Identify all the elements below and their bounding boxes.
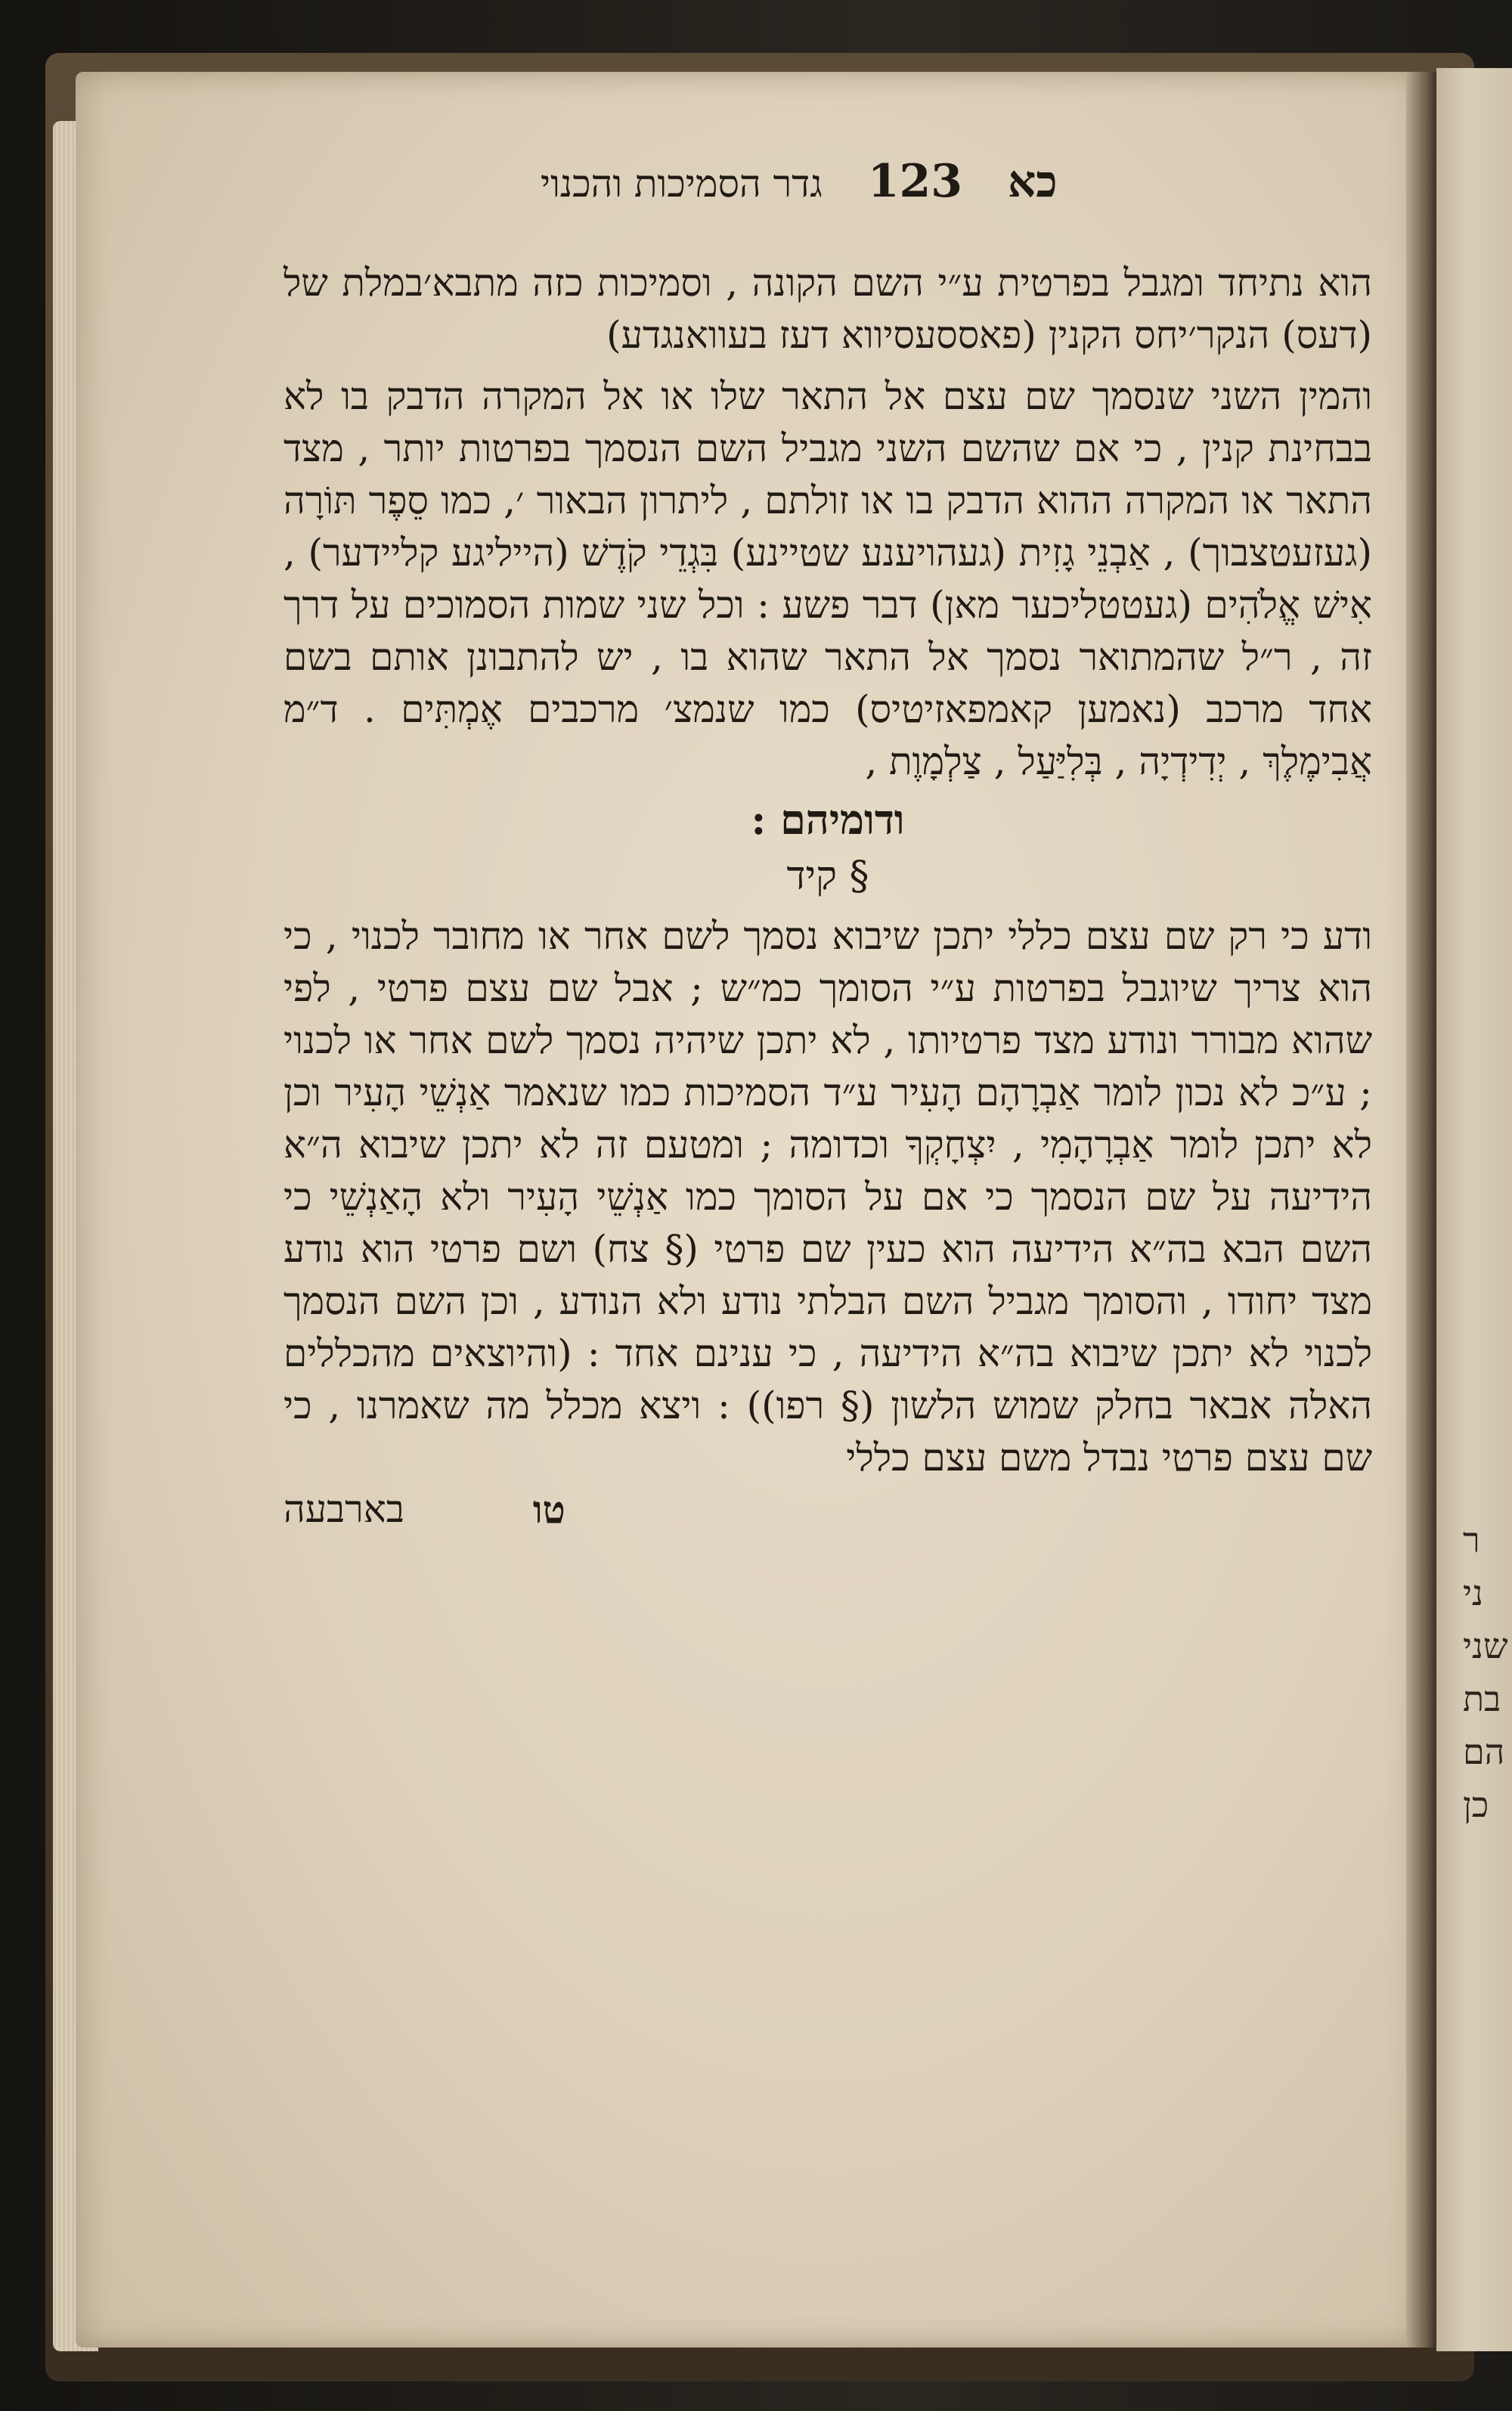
paragraph-2: והמין השני שנסמך שם עצם אל התאר שלו או אל המקרה הדבק בו לא בבחינת קנין , כי אם שהשם השני מגביל השם הנסמך בפרטות יותר , מצד התאר או המקרה ההוא הדבק בו או זולתם , ליתרון הבאור ׳, כמו סֵפֶר תּוֹרָה (געזעטצבוך) , אַבְנֵי גָזִית (געהויענע שטיינע) בִּגְדֵי קֹדֶשׁ (הייליגע קליידער) , אִישׁ אֱלֹהִים (געטטליכער מאן) דבר פשע : וכל שני שמות הסמוכים על דרך זה , ר״ל שהמתואר נסמך אל התאר שהוא בו , יש להתבונן אותם בשם אחד מרכב (נאמען קאמפאזיטיס) כמו שנמצ׳ מרכבים אֶמְתִּים . ד״מ אֲבִימֶלֶךְ , יְדִידְיָה , בְּלִיַּעַל , צַלְמָוֶת , xyxy=(284,374,1372,783)
hebrew-folio: כא xyxy=(1007,156,1058,207)
page-header xyxy=(420,155,1372,215)
page-content xyxy=(284,155,1372,1540)
facing-page-fragment: ר xyxy=(1463,1520,1480,1560)
running-title: גדר הסמיכות והכנוי xyxy=(541,162,823,206)
page-gutter xyxy=(1406,72,1436,2347)
paragraph-1: הוא נתיחד ומגבל בפרטית ע״י השם הקונה , וסמיכות כזה מתבא׳במלת של (דעס) הנקר׳יחס הקנין (פאססעסיווא דעז בעוואנגדע) xyxy=(284,261,1372,357)
page-footer xyxy=(284,1487,1372,1540)
facing-page-fragment: בת xyxy=(1463,1678,1501,1719)
catchword: בארבעה xyxy=(284,1487,404,1531)
facing-page-fragment: כן xyxy=(1463,1784,1489,1825)
facing-page-fragment: ני xyxy=(1463,1573,1484,1613)
page-number: 123 xyxy=(867,155,962,208)
facing-page-fragment: הם xyxy=(1463,1731,1505,1772)
facing-page-fragment: שני xyxy=(1463,1625,1508,1666)
paragraph-closing: ודומיהם : xyxy=(751,795,905,844)
paragraph-3: ודע כי רק שם עצם כללי יתכן שיבוא נסמך לשם אחר או מחובר לכנוי , כי הוא צריך שיוגבל בפרטות ע״י הסומך כמ״ש ; אבל שם עצם פרטי , לפי שהוא מבורר ונודע מצד פרטיותו , לא יתכן שיהיה נסמך לשם אחר או לכנוי ; ע״כ לא נכון לומר אַבְרָהָם הָעִיר ע״ד הסמיכות כמו שנאמר אַנְשֵׁי הָעִיר וכן לא יתכן לומר אַבְרָהָמִי , יִצְחָקְךָ וכדומה ; ומטעם זה לא יתכן שיבוא ה״א הידיעה על שם הנסמך כי אם על הסומך כמו אַנְשֵׁי הָעִיר ולא הָאַנְשֵׁי כי השם הבא בה״א הידיעה הוא כעין שם פרטי (§ צח) ושם פרטי הוא נודע מצד יחודו , והסומך מגביל השם הבלתי נודע ולא הנודע , וכן השם הנסמך לכנוי לא יתכן שיבוא בה״א הידיעה , כי ענינם אחד : (והיוצאים מהכללים האלה אבאר בחלק שמוש הלשון (§ רפו)) : ויצא מכלל מה שאמרנו , כי שם עצם פרטי נבדל משם עצם כללי xyxy=(284,914,1372,1480)
facing-page xyxy=(1436,68,1512,2351)
section-marker: § קיד xyxy=(786,854,869,899)
signature-mark: טו xyxy=(532,1487,565,1532)
